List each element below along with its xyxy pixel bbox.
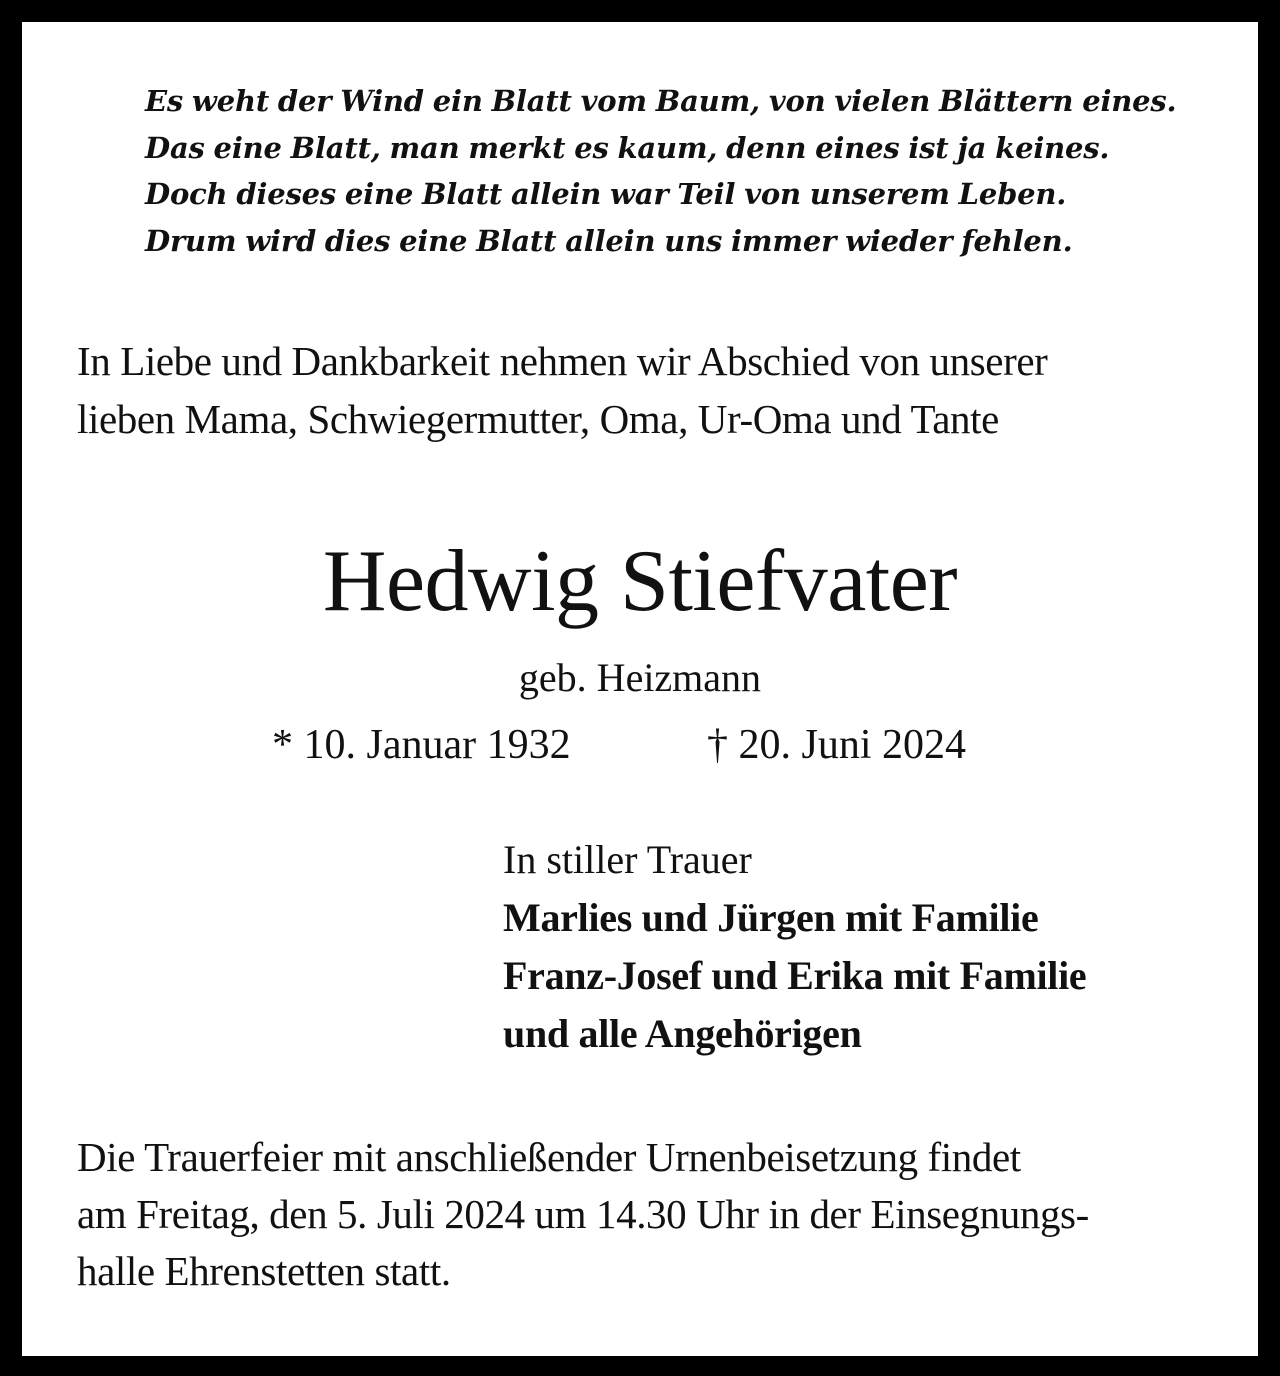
mourner-name: Marlies und Jürgen mit Familie bbox=[503, 895, 1039, 940]
life-dates bbox=[0, 717, 1280, 773]
farewell-intro bbox=[77, 332, 1227, 448]
mourners-intro: In stiller Trauer bbox=[503, 837, 752, 882]
death-date: † 20. Juni 2024 bbox=[707, 722, 967, 768]
funeral-notice bbox=[77, 1129, 1227, 1300]
poem-line: Es weht der Wind ein Blatt vom Baum, von vielen Blättern eines. bbox=[145, 84, 1177, 118]
funeral-line: am Freitag, den 5. Juli 2024 um 14.30 Uhr in der Einsegnungs- bbox=[77, 1191, 1089, 1237]
mourner-name: und alle Angehörigen bbox=[503, 1011, 862, 1056]
maiden-name: geb. Heizmann bbox=[518, 655, 762, 700]
poem bbox=[145, 78, 1225, 264]
deceased-name: Hedwig Stiefvater bbox=[322, 533, 958, 630]
intro-line: In Liebe und Dankbarkeit nehmen wir Abschied von unserer bbox=[77, 338, 1048, 384]
poem-line: Doch dieses eine Blatt allein war Teil von unserem Leben. bbox=[145, 177, 1067, 211]
mourners-block bbox=[503, 831, 1243, 1063]
funeral-line: Die Trauerfeier mit anschließender Urnenbeisetzung findet bbox=[77, 1134, 1021, 1180]
funeral-line: halle Ehrenstetten statt. bbox=[77, 1248, 451, 1294]
poem-line: Das eine Blatt, man merkt es kaum, denn eines ist ja keines. bbox=[145, 130, 1110, 165]
intro-line: lieben Mama, Schwiegermutter, Oma, Ur-Oma und Tante bbox=[77, 396, 999, 442]
birth-date: * 10. Januar 1932 bbox=[272, 722, 571, 768]
mourner-name: Franz-Josef und Erika mit Familie bbox=[503, 953, 1087, 998]
poem-line: Drum wird dies eine Blatt allein uns immer wieder fehlen. bbox=[145, 223, 1073, 258]
